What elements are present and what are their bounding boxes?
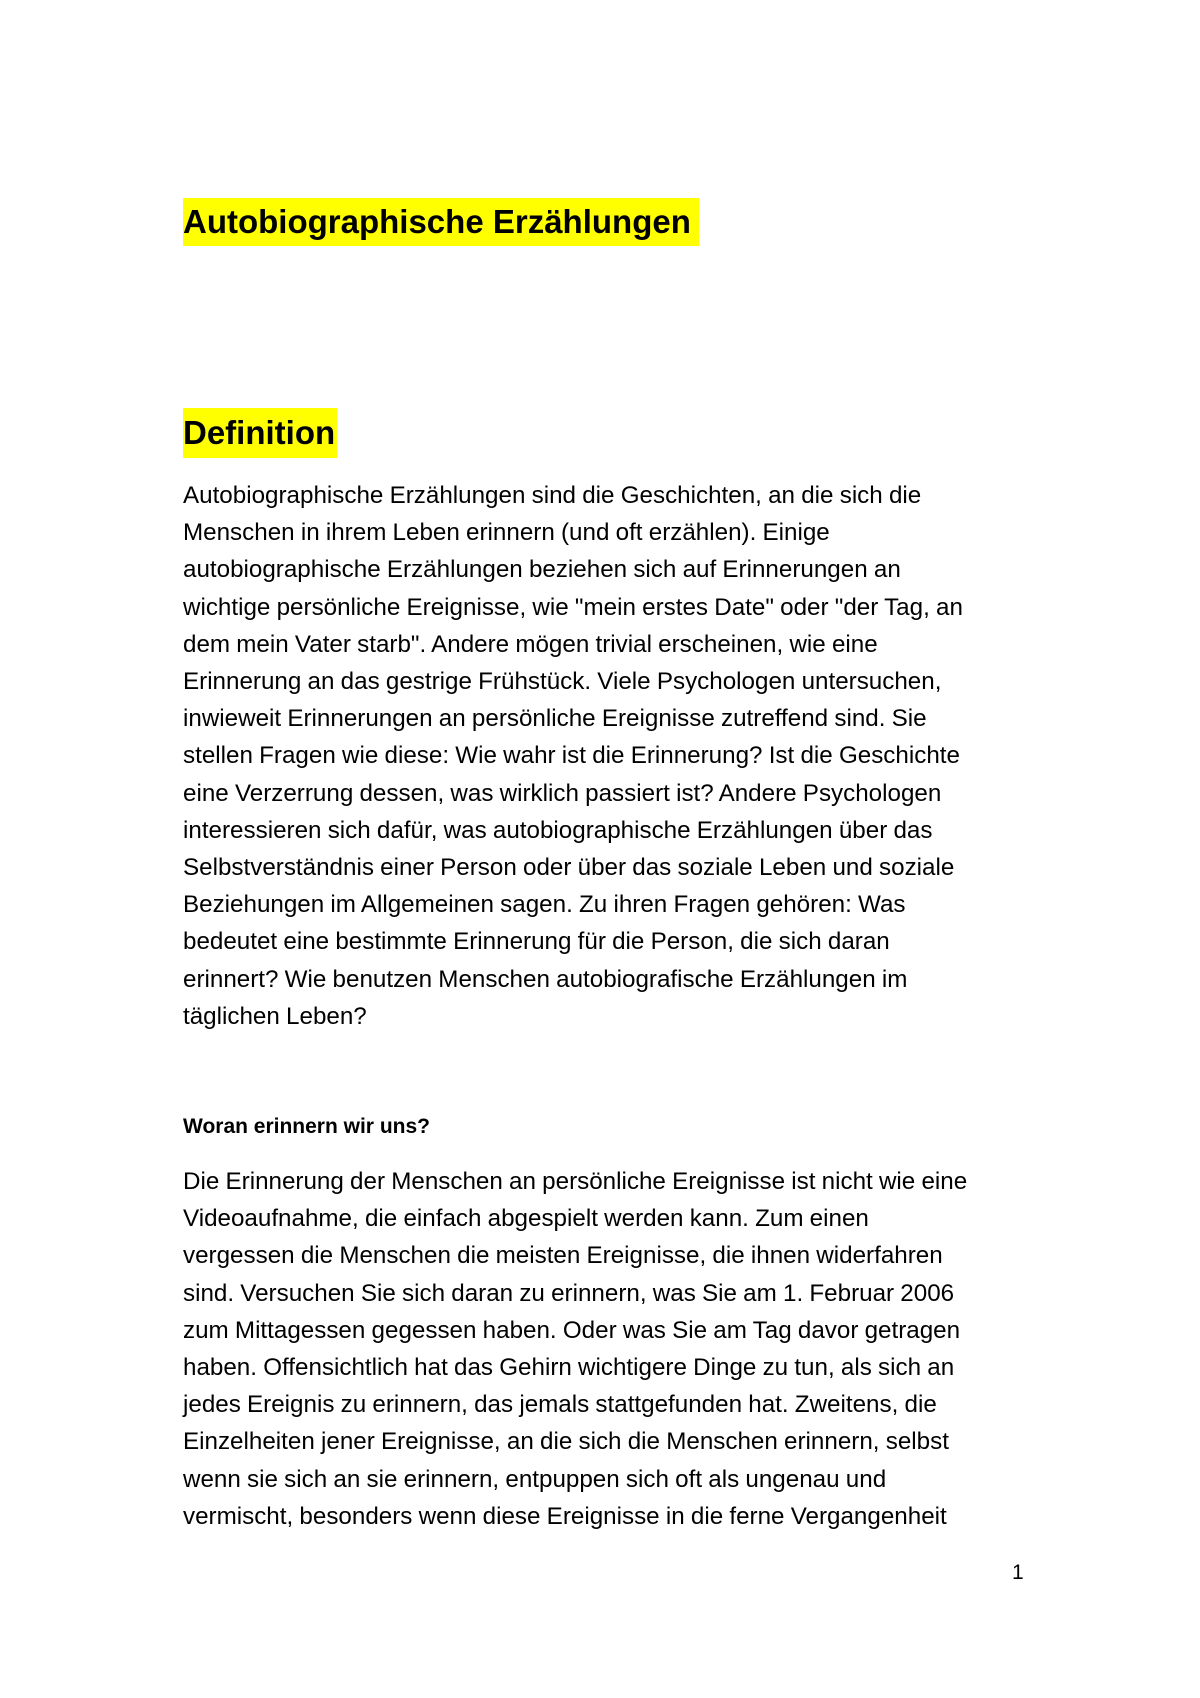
paragraph-line: stellen Fragen wie diese: Wie wahr ist die Erinnerung? Ist die Geschichte <box>183 742 960 770</box>
paragraph-line: Autobiographische Erzählungen sind die Geschichten, an die sich die <box>183 482 922 509</box>
paragraph-line: wenn sie sich an sie erinnern, entpuppen sich oft als ungenau und <box>183 1465 887 1493</box>
memory-paragraph <box>183 1163 1043 1535</box>
paragraph-line: interessieren sich dafür, was autobiographische Erzählungen über das <box>183 816 933 844</box>
paragraph-line: jedes Ereignis zu erinnern, das jemals stattgefunden hat. Zweitens, die <box>183 1391 937 1419</box>
paragraph-line: Beziehungen im Allgemeinen sagen. Zu ihren Fragen gehören: Was <box>183 891 906 919</box>
paragraph-line: dem mein Vater starb". Andere mögen trivial erscheinen, wie eine <box>183 630 878 658</box>
paragraph-line: täglichen Leben? <box>183 1002 367 1030</box>
paragraph-line: Erinnerung an das gestrige Frühstück. Viele Psychologen untersuchen, <box>183 668 942 696</box>
paragraph-line: Menschen in ihrem Leben erinnern (und oft erzählen). Einige <box>183 519 830 547</box>
section-heading-memory: Woran erinnern wir uns? <box>183 1115 430 1138</box>
paragraph-line: vermischt, besonders wenn diese Ereignisse in die ferne Vergangenheit <box>183 1502 947 1530</box>
paragraph-line: Die Erinnerung der Menschen an persönliche Ereignisse ist nicht wie eine <box>183 1168 968 1195</box>
document-title: Autobiographische Erzählungen <box>183 198 699 246</box>
paragraph-line: Videoaufnahme, die einfach abgespielt werden kann. Zum einen <box>183 1205 869 1233</box>
paragraph-line: eine Verzerrung dessen, was wirklich passiert ist? Andere Psychologen <box>183 779 942 807</box>
paragraph-line: autobiographische Erzählungen beziehen sich auf Erinnerungen an <box>183 556 901 584</box>
paragraph-line: Selbstverständnis einer Person oder über das soziale Leben und soziale <box>183 854 955 882</box>
paragraph-line: sind. Versuchen Sie sich daran zu erinnern, was Sie am 1. Februar 2006 <box>183 1279 955 1307</box>
paragraph-line: Einzelheiten jener Ereignisse, an die sich die Menschen erinnern, selbst <box>183 1428 949 1456</box>
paragraph-line: haben. Offensichtlich hat das Gehirn wichtigere Dinge zu tun, als sich an <box>183 1354 955 1382</box>
definition-paragraph <box>183 477 1043 1035</box>
section-heading-definition: Definition <box>183 408 337 458</box>
page-number: 1 <box>1012 1561 1024 1584</box>
paragraph-line: erinnert? Wie benutzen Menschen autobiografische Erzählungen im <box>183 965 908 993</box>
paragraph-line: wichtige persönliche Ereignisse, wie "mein erstes Date" oder "der Tag, an <box>183 593 963 621</box>
paragraph-line: inwieweit Erinnerungen an persönliche Ereignisse zutreffend sind. Sie <box>183 705 927 733</box>
paragraph-line: vergessen die Menschen die meisten Ereignisse, die ihnen widerfahren <box>183 1242 943 1270</box>
paragraph-line: zum Mittagessen gegessen haben. Oder was Sie am Tag davor getragen <box>183 1316 961 1344</box>
paragraph-line: bedeutet eine bestimmte Erinnerung für die Person, die sich daran <box>183 928 890 956</box>
